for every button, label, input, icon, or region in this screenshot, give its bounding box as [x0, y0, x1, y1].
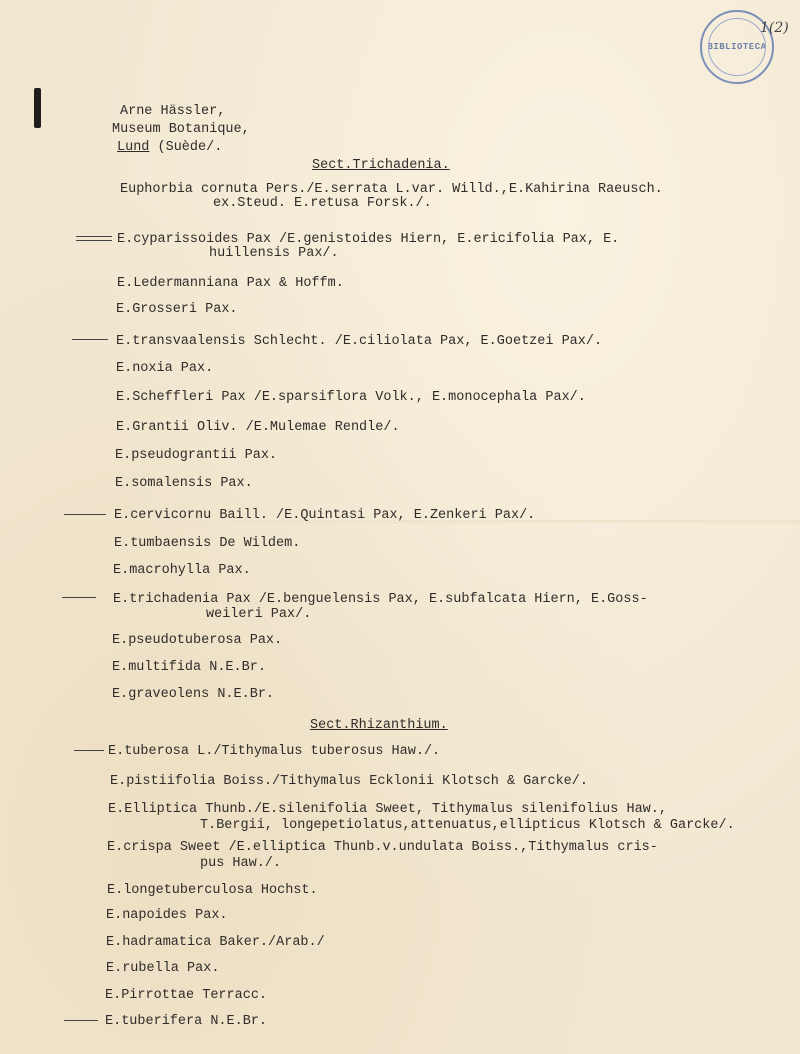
entry-line: E.Grosseri Pax. — [116, 302, 238, 317]
margin-dash — [64, 1020, 98, 1021]
section-title-trichadenia: Sect.Trichadenia. — [312, 158, 450, 173]
entry-line: E.graveolens N.E.Br. — [112, 687, 275, 702]
entry-line: E.macrohylla Pax. — [113, 563, 251, 578]
entry-line: E.Ledermanniana Pax & Hoffm. — [117, 276, 344, 291]
entry-line-continued: pus Haw./. — [200, 856, 282, 871]
entry-line-continued: huillensis Pax/. — [209, 246, 339, 261]
entry-line-continued: T.Bergii, longepetiolatus,attenuatus,ellipticus Klotsch & Garcke/. — [200, 818, 735, 833]
entry-line-continued: ex.Steud. E.retusa Forsk./. — [213, 196, 432, 211]
entry-line: E.tuberosa L./Tithymalus tuberosus Haw./. — [108, 744, 441, 759]
address-name: Arne Hässler, — [120, 104, 226, 119]
margin-dash — [64, 514, 106, 515]
stamp-text: BIBLIOTECA — [707, 42, 767, 52]
binding-mark — [34, 88, 41, 128]
entry-line: E.tuberifera N.E.Br. — [105, 1014, 268, 1029]
entry-line: E.trichadenia Pax /E.benguelensis Pax, E.subfalcata Hiern, E.Goss- — [113, 592, 648, 607]
margin-dash — [72, 339, 108, 340]
address-city-line — [117, 140, 222, 155]
entry-line: E.napoides Pax. — [106, 908, 228, 923]
entry-line: E.hadramatica Baker./Arab./ — [106, 935, 325, 950]
entry-line: E.pseudograntii Pax. — [115, 448, 278, 463]
address-country: (Suède/. — [149, 140, 223, 155]
entry-line: E.Grantii Oliv. /E.Mulemae Rendle/. — [116, 420, 400, 435]
entry-line: E.noxia Pax. — [116, 361, 214, 376]
margin-dash — [62, 597, 96, 598]
entry-line: E.cervicornu Baill. /E.Quintasi Pax, E.Zenkeri Pax/. — [114, 508, 536, 523]
entry-line: E.cyparissoides Pax /E.genistoides Hiern, E.ericifolia Pax, E. — [117, 232, 620, 247]
entry-line: E.pseudotuberosa Pax. — [112, 633, 283, 648]
entry-line: E.transvaalensis Schlecht. /E.ciliolata Pax, E.Goetzei Pax/. — [116, 334, 603, 349]
entry-line: E.multifida N.E.Br. — [112, 660, 266, 675]
entry-line-continued: weileri Pax/. — [206, 607, 312, 622]
entry-line: E.tumbaensis De Wildem. — [114, 536, 301, 551]
margin-dash — [74, 750, 104, 751]
entry-line: E.longetuberculosa Hochst. — [107, 883, 318, 898]
address-institution: Museum Botanique, — [112, 122, 250, 137]
entry-line: E.rubella Pax. — [106, 961, 220, 976]
entry-line: E.somalensis Pax. — [115, 476, 253, 491]
entry-line: E.pistiifolia Boiss./Tithymalus Ecklonii Klotsch & Garcke/. — [110, 774, 588, 789]
margin-dash — [76, 236, 112, 237]
entry-line: E.Scheffleri Pax /E.sparsiflora Volk., E.monocephala Pax/. — [116, 390, 586, 405]
margin-dash — [76, 240, 112, 241]
entry-line: E.crispa Sweet /E.elliptica Thunb.v.undulata Boiss.,Tithymalus cris- — [107, 840, 658, 855]
section-title-rhizanthium: Sect.Rhizanthium. — [310, 718, 448, 733]
entry-line: E.Pirrottae Terracc. — [105, 988, 268, 1003]
shelfmark: 1(2) — [760, 20, 789, 36]
address-city: Lund — [117, 140, 150, 155]
entry-line: E.Elliptica Thunb./E.silenifolia Sweet, Tithymalus silenifolius Haw., — [108, 802, 667, 817]
entry-line: Euphorbia cornuta Pers./E.serrata L.var. Willd.,E.Kahirina Raeusch. — [120, 182, 663, 197]
